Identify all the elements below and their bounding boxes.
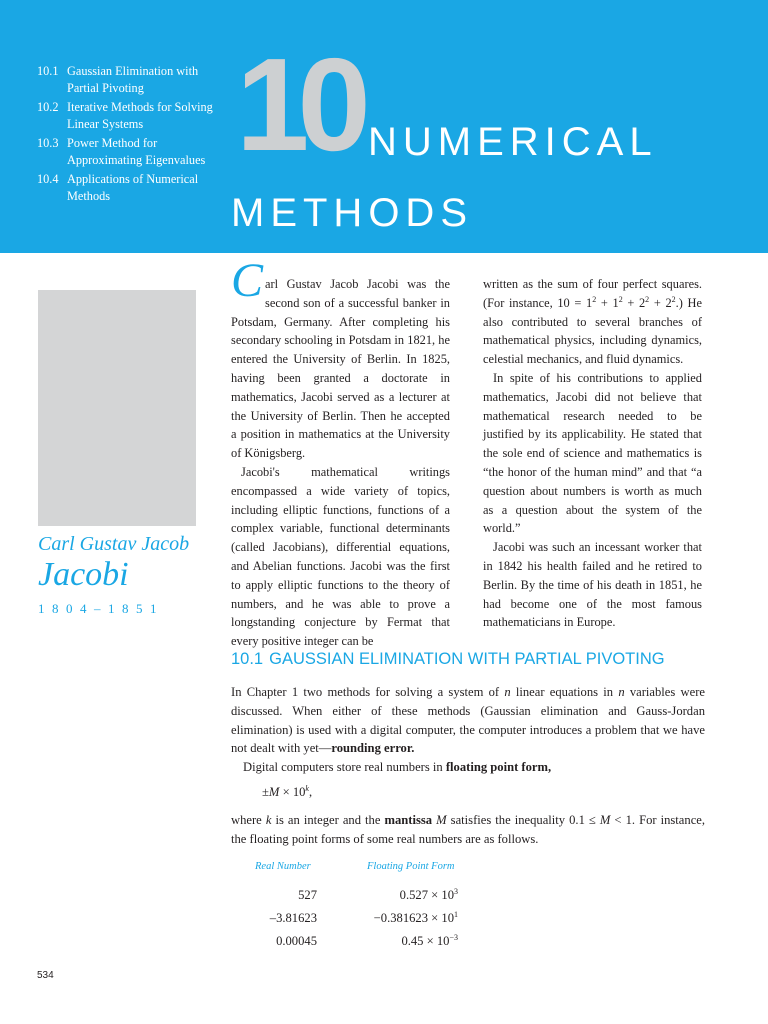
floating-point-formula: $\pm M \times 10^k$, xyxy=(262,783,313,799)
chapter-title-line2: METHODS xyxy=(231,191,473,235)
bio-years: 1804–1851 xyxy=(38,601,164,616)
bold-term: mantissa xyxy=(384,813,433,827)
biography-paragraph: Jacobi's mathematical writings encompassed a wide variety of topics, including elliptic functions, functions of a complex variable, functional determinants (called Jacobians), differential equations, and Abelian functions. Jacobi was the first to apply elliptic functions to the theory of numbers, and he was able to prove a longstanding conjecture by Fermat that every positive integer can be xyxy=(231,464,450,649)
bio-first-names: Carl Gustav Jacob xyxy=(38,533,190,555)
table-cell-real: 527 xyxy=(298,888,317,902)
toc-item-title: Power Method for Approximating Eigenvalues xyxy=(67,136,206,167)
drop-cap: C xyxy=(231,254,264,307)
toc-item[interactable] xyxy=(37,135,227,168)
biography-text: arl Gustav Jacob Jacobi was the second son of a successful banker in Potsdam, Germany. After completing his secondary schooling in Potsdam in 1821, he entered the University of Berlin. In 1825, having been granted a doctorate in mathematics, Jacobi served as a lecturer at the University of Berlin. Then he accepted a position in mathematics at the University of Königsberg. xyxy=(231,277,450,461)
toc-item-number: 10.1 xyxy=(37,64,59,78)
biography-paragraph: Jacobi was such an incessant worker that in 1842 his health failed and he retired to Berlin. By the time of his death in 1851, he had become one of the most famous mathematicians in Europe. xyxy=(483,540,702,630)
toc-item-number: 10.4 xyxy=(37,172,59,186)
toc-item-number: 10.3 xyxy=(37,136,59,150)
body-paragraph: where k is an integer and the mantissa M satisfies the inequality 0.1 ≤ M < 1. For instance, the floating point forms of some real numbers are as follows. xyxy=(231,813,706,846)
toc-item[interactable] xyxy=(37,63,227,96)
biography-paragraph: In spite of his contributions to applied mathematics, Jacobi did not believe that mathematical research needed to be justified by its applicability. He stated that the sole end of science and mathematics is “the honor of the human mind” and that “a question about numbers is worth as much as a question about the system of the world.” xyxy=(483,370,702,536)
biography-text: .) He also contributed to several branches of mathematical physics, including dynamics, celestial mechanics, and fluid dynamics. xyxy=(483,295,702,367)
toc-item-title: Applications of Numerical Methods xyxy=(67,172,199,203)
toc-item[interactable] xyxy=(37,171,227,204)
biography-right-column xyxy=(483,275,702,632)
bold-term: rounding error. xyxy=(331,741,415,756)
chapter-banner xyxy=(0,0,768,253)
table-header-real-number: Real Number xyxy=(255,861,311,872)
toc-item-title: Gaussian Elimination with Partial Pivoting xyxy=(67,64,199,95)
chapter-number: 10 xyxy=(236,31,359,178)
table-cell-float: $0.45 \times 10^{-3}$ xyxy=(401,932,458,948)
biography-text: written as the sum of four perfect squares. (For instance, 10 = 1 xyxy=(483,277,702,310)
section-heading xyxy=(231,648,665,670)
toc-item[interactable] xyxy=(37,99,227,132)
toc-item-title: Iterative Methods for Solving Linear Systems xyxy=(67,100,213,131)
table-cell-real: –3.81623 xyxy=(269,911,317,925)
biography-paragraph xyxy=(231,254,450,463)
table-header-floating-point: Floating Point Form xyxy=(367,861,455,872)
table-cell-float: $-0.381623 \times 10^1$ xyxy=(373,909,458,925)
section-title: GAUSSIAN ELIMINATION WITH PARTIAL PIVOTING xyxy=(269,650,665,668)
table-cell-float: $0.527 \times 10^3$ xyxy=(399,886,458,902)
body-paragraph: Digital computers store real numbers in floating point form, xyxy=(243,760,552,774)
bio-last-name: Jacobi xyxy=(38,556,129,593)
table-cell-real: 0.00045 xyxy=(276,934,317,948)
page-number: 534 xyxy=(37,970,54,981)
portrait-image xyxy=(38,290,196,526)
biography-left-column xyxy=(231,254,450,651)
chapter-title-line1: NUMERICAL xyxy=(368,120,658,164)
toc-item-number: 10.2 xyxy=(37,100,59,114)
biography-paragraph: written as the sum of four perfect squares. (For instance, $10 = 1^2 + 1^2 + 2^2 + 2^2$.) He also contributed to several branches of mathematical physics, including dynamics, celestial mechanics, and fluid dynamics. xyxy=(483,277,702,367)
body-paragraph: In Chapter 1 two methods for solving a system of n linear equations in n variables were discussed. When either of these methods (Gaussian elimination and Gauss-Jordan elimination) is used with a digital computer, the computer introduces a problem that we have not dealt with yet—rounding error. xyxy=(231,685,705,756)
section-number: 10.1 xyxy=(231,650,264,668)
chapter-contents xyxy=(37,63,227,207)
bold-term: floating point form, xyxy=(445,760,552,774)
